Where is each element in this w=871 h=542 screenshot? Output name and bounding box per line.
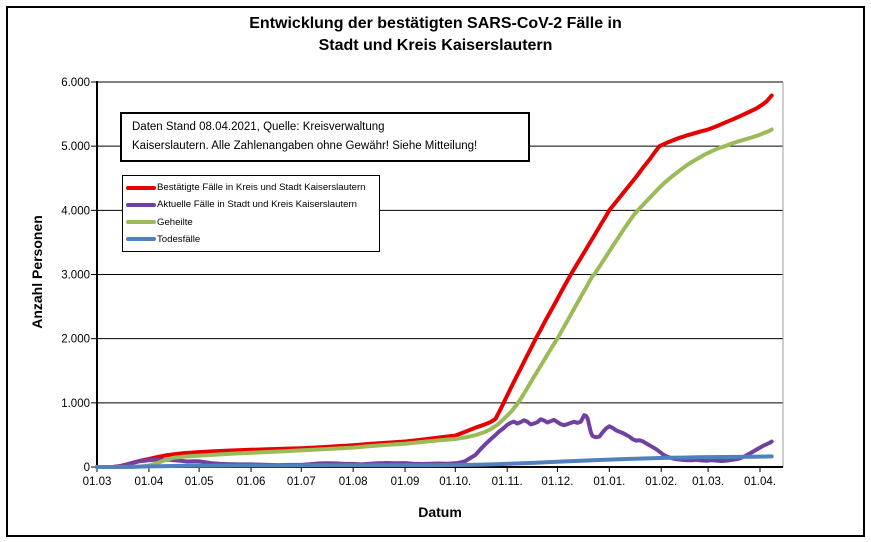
y-tick-label: 0 — [83, 462, 90, 474]
legend — [122, 175, 380, 252]
x-tick-label: 01.11. — [491, 476, 523, 488]
y-tick-label: 6.000 — [61, 77, 90, 89]
legend-item — [126, 234, 377, 245]
x-tick-label: 01.08 — [338, 476, 368, 488]
legend-label: Aktuelle Fälle in Stadt und Kreis Kaiserslautern — [157, 199, 357, 211]
y-axis-title: Anzahl Personen — [29, 215, 45, 329]
legend-line-swatch — [126, 186, 156, 190]
y-tick-label: 5.000 — [61, 141, 90, 154]
x-tick-label: 01.12. — [541, 476, 574, 488]
legend-label: Todesfälle — [157, 233, 201, 245]
x-tick-label: 01.05 — [184, 476, 214, 488]
x-tick-label: 01.03. — [692, 476, 725, 488]
x-tick-label: 01.04. — [744, 476, 776, 488]
x-tick-label: 01.09 — [390, 476, 420, 488]
x-tick-label: 01.02. — [645, 476, 678, 488]
x-axis-title: Datum — [418, 504, 462, 520]
x-tick-label: 01.10. — [439, 476, 472, 488]
chart-title-line1: Entwicklung der bestätigten SARS-CoV-2 Fälle in — [249, 15, 622, 32]
x-tick-label: 01.01. — [593, 476, 626, 488]
annotation-line2: Kaiserslautern. Alle Zahlenangaben ohne Gewähr! Siehe Mitteilung! — [132, 140, 478, 152]
y-tick-label: 3.000 — [61, 269, 90, 282]
x-tick-label: 01.03 — [82, 476, 112, 488]
x-tick-label: 01.07 — [286, 476, 316, 488]
chart-title-line2: Stadt und Kreis Kaiserslautern — [318, 37, 553, 54]
legend-item — [126, 182, 377, 193]
data-source-annotation — [120, 112, 530, 162]
legend-label: Bestätigte Fälle in Kreis und Stadt Kaiserslautern — [157, 182, 366, 194]
legend-line-swatch — [126, 220, 156, 224]
x-tick-label: 01.04 — [134, 476, 164, 488]
y-tick-label: 2.000 — [61, 333, 90, 346]
y-tick-label: 1.000 — [61, 397, 90, 410]
legend-item — [126, 199, 377, 210]
y-tick-label: 4.000 — [61, 205, 90, 218]
x-tick-label: 01.06 — [236, 476, 266, 488]
legend-item — [126, 217, 377, 228]
legend-line-swatch — [126, 203, 156, 207]
legend-label: Geheilte — [157, 216, 193, 228]
legend-line-swatch — [126, 237, 156, 241]
annotation-line1: Daten Stand 08.04.2021, Quelle: Kreisverwaltung — [132, 121, 385, 133]
